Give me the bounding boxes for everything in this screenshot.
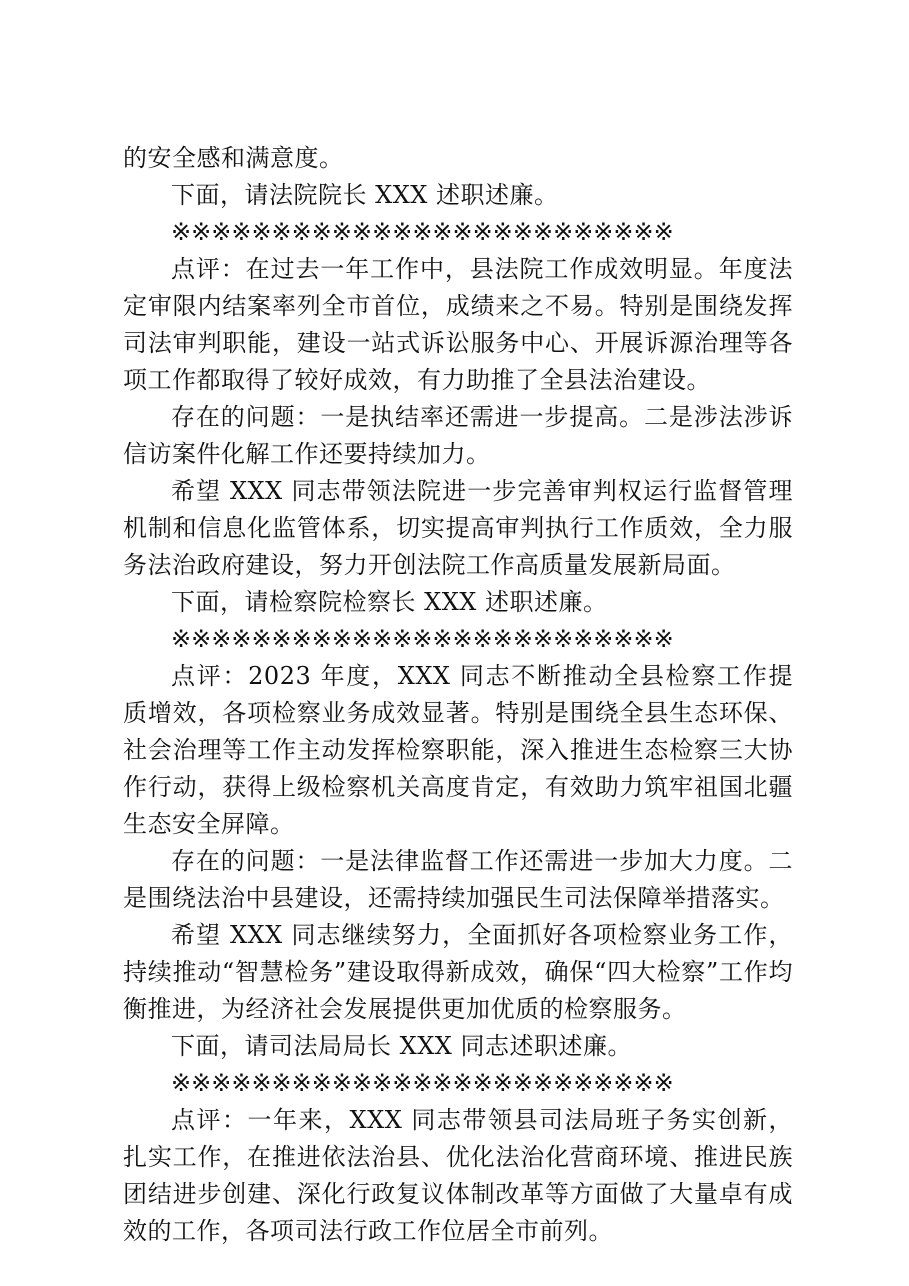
paragraph-procuratorate-hope: 希望 XXX 同志继续努力，全面抓好各项检察业务工作，持续推动“智慧检务”建设取得新成效，确保“四大检察”工作均衡推进，为经济社会发展提供更加优质的检察服务。 bbox=[123, 921, 793, 1023]
separator-line: ※※※※※※※※※※※※※※※※※※※※※※※※※ bbox=[171, 218, 674, 246]
separator-line: ※※※※※※※※※※※※※※※※※※※※※※※※※ bbox=[171, 1069, 674, 1097]
paragraph-procuratorate-problems: 存在的问题：一是法律监督工作还需进一步加大力度。二是围绕法治中县建设，还需持续加强民生司法保障举措落实。 bbox=[123, 847, 793, 912]
paragraph-court-hope: 希望 XXX 同志带领法院进一步完善审判权运行监督管理机制和信息化监管体系，切实提高审判执行工作质效，全力服务法治政府建设，努力开创法院工作高质量发展新局面。 bbox=[123, 477, 793, 579]
paragraph-court-problems: 存在的问题：一是执结率还需进一步提高。二是涉法涉诉信访案件化解工作还要持续加力。 bbox=[123, 403, 793, 468]
paragraph-justice-bureau-intro: 下面，请司法局局长 XXX 同志述职述廉。 bbox=[171, 1032, 633, 1060]
paragraph-justice-bureau-comment: 点评：一年来，XXX 同志带领县司法局班子务实创新，扎实工作，在推进依法治县、优化法治化营商环境、推进民族团结进步创建、深化行政复议体制改革等方面做了大量卓有成效的工作，各项司法行政工作位居全市前列。 bbox=[123, 1106, 793, 1245]
separator-line: ※※※※※※※※※※※※※※※※※※※※※※※※※ bbox=[171, 625, 674, 653]
paragraph-court-comment: 点评：在过去一年工作中，县法院工作成效明显。年度法定审限内结案率列全市首位，成绩来之不易。特别是围绕发挥司法审判职能，建设一站式诉讼服务中心、开展诉源治理等各项工作都取得了较好成效，有力助推了全县法治建设。 bbox=[123, 255, 793, 394]
paragraph-continuation: 的安全感和满意度。 bbox=[123, 144, 344, 172]
paragraph-court-intro: 下面，请法院院长 XXX 述职述廉。 bbox=[171, 181, 559, 209]
paragraph-procuratorate-comment: 点评：2023 年度，XXX 同志不断推动全县检察工作提质增效，各项检察业务成效显著。特别是围绕全县生态环保、社会治理等工作主动发挥检察职能，深入推进生态检察三大协作行动，获得上级检察机关高度肯定，有效助力筑牢祖国北疆生态安全屏障。 bbox=[123, 662, 793, 838]
paragraph-procuratorate-intro: 下面，请检察院检察长 XXX 述职述廉。 bbox=[171, 588, 608, 616]
document-page bbox=[123, 140, 793, 1250]
